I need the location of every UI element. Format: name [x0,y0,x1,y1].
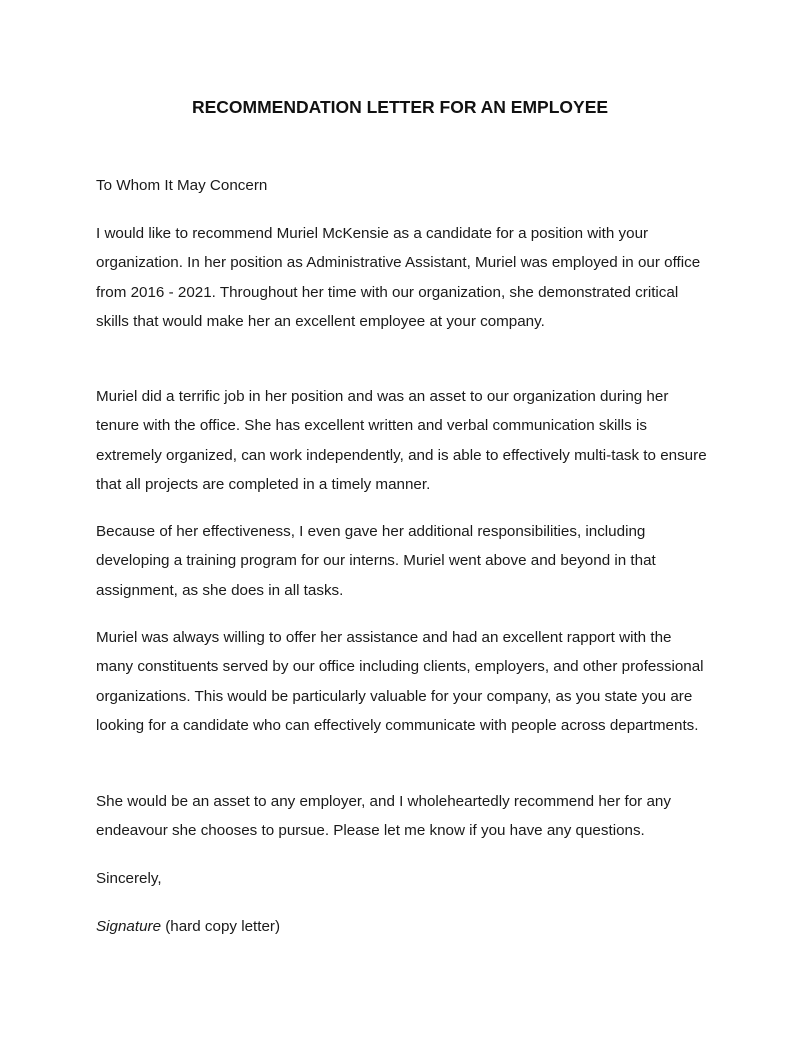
closing: Sincerely, [96,870,162,887]
signature-note: (hard copy letter) [161,918,281,935]
signature-line [96,912,712,941]
signature-label: Signature [96,918,162,935]
paragraph-intro: I would like to recommend Muriel McKensie as a candidate for a position with your organization. In her position as Administrative Assistant, Muriel was employed in our office from 2016 - 2021. Throughout her time with our organization, she demonstrated critical skills that would make her an excellent employee at your company. [96,225,701,330]
salutation: To Whom It May Concern [96,177,268,194]
letter-title: RECOMMENDATION LETTER FOR AN EMPLOYEE [191,97,609,117]
paragraph-conclusion: She would be an asset to any employer, and I wholeheartedly recommend her for any endeavour she chooses to pursue. Please let me know if you have any questions. [96,793,671,840]
paragraph-rapport: Muriel was always willing to offer her assistance and had an excellent rapport with the many constituents served by our office including clients, employers, and other professional organizations. This would be particularly valuable for your company, as you state you are looking for a candidate who can effectively communicate with people across departments. [96,629,704,734]
paragraph-responsibilities: Because of her effectiveness, I even gave her additional responsibilities, including developing a training program for our interns. Muriel went above and beyond in that assignment, as she does in all tasks. [96,523,656,599]
paragraph-performance: Muriel did a terrific job in her position and was an asset to our organization during her tenure with the office. She has excellent written and verbal communication skills is extremely organized, can work independently, and is able to effectively multi-task to ensure that all projects are completed in a timely manner. [96,388,707,493]
